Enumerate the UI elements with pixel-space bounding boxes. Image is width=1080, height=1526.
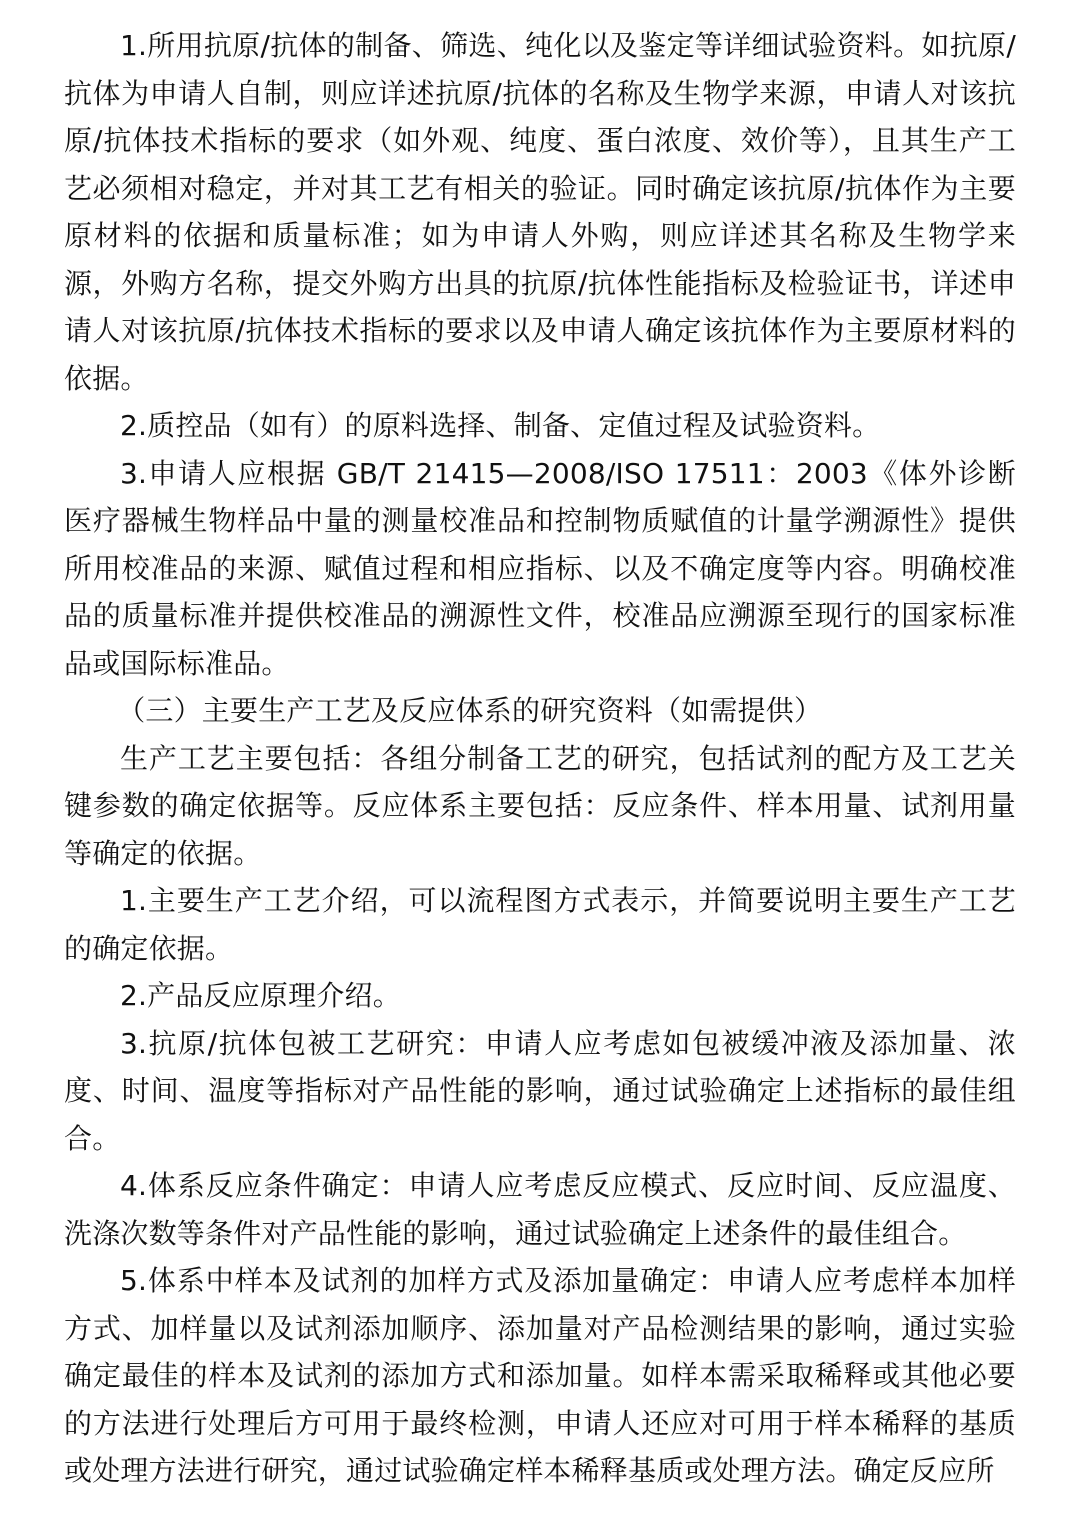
paragraph-sample-reagent-addition: 5.体系中样本及试剂的加样方式及添加量确定：申请人应考虑样本加样方式、加样量以及试剂添加顺序、添加量对产品检测结果的影响，通过实验确定最佳的样本及试剂的添加方式和添加量。如样本需采取稀释或其他必要的方法进行处理后方可用于最终检测，申请人还应对可用于样本稀释的基质或处理方法进行研究，通过试验确定样本稀释基质或处理方法。确定反应所 bbox=[64, 1264, 1016, 1487]
paragraph-reaction-conditions: 4.体系反应条件确定：申请人应考虑反应模式、反应时间、反应温度、洗涤次数等条件对产品性能的影响，通过试验确定上述条件的最佳组合。 bbox=[64, 1169, 1016, 1250]
paragraph-quality-control: 2.质控品（如有）的原料选择、制备、定值过程及试验资料。 bbox=[120, 409, 881, 442]
paragraph-reaction-principle: 2.产品反应原理介绍。 bbox=[120, 979, 401, 1012]
section-heading-production-process: （三）主要生产工艺及反应体系的研究资料（如需提供） bbox=[117, 694, 823, 727]
paragraph-coating-process: 3.抗原/抗体包被工艺研究：申请人应考虑如包被缓冲液及添加量、浓度、时间、温度等指标对产品性能的影响，通过试验确定上述指标的最佳组合。 bbox=[64, 1026, 1016, 1155]
paragraph-antigen-antibody-materials: 1.所用抗原/抗体的制备、筛选、纯化以及鉴定等详细试验资料。如抗原/抗体为申请人自制，则应详述抗原/抗体的名称及生物学来源，申请人对该抗原/抗体技术指标的要求（如外观、纯度、蛋白浓度、效价等），且其生产工艺必须相对稳定，并对其工艺有相关的验证。同时确定该抗原/抗体作为主要原材料的依据和质量标准；如为申请人外购，则应详述其名称及生物学来源，外购方名称，提交外购方出具的抗原/抗体性能指标及检验证书，详述申请人对该抗原/抗体技术指标的要求以及申请人确定该抗体作为主要原材料的依据。 bbox=[64, 29, 1016, 395]
paragraph-calibrator-traceability: 3.申请人应根据 GB/T 21415—2008/ISO 17511：2003《体外诊断医疗器械生物样品中量的测量校准品和控制物质赋值的计量学溯源性》提供所用校准品的来源、赋值过程和相应指标、以及不确定度等内容。明确校准品的质量标准并提供校准品的溯源性文件，校准品应溯源至现行的国家标准品或国际标准品。 bbox=[64, 456, 1016, 680]
paragraph-process-overview: 生产工艺主要包括：各组分制备工艺的研究，包括试剂的配方及工艺关键参数的确定依据等。反应体系主要包括：反应条件、样本用量、试剂用量等确定的依据。 bbox=[64, 741, 1016, 870]
paragraph-process-introduction: 1.主要生产工艺介绍，可以流程图方式表示，并简要说明主要生产工艺的确定依据。 bbox=[64, 884, 1016, 965]
